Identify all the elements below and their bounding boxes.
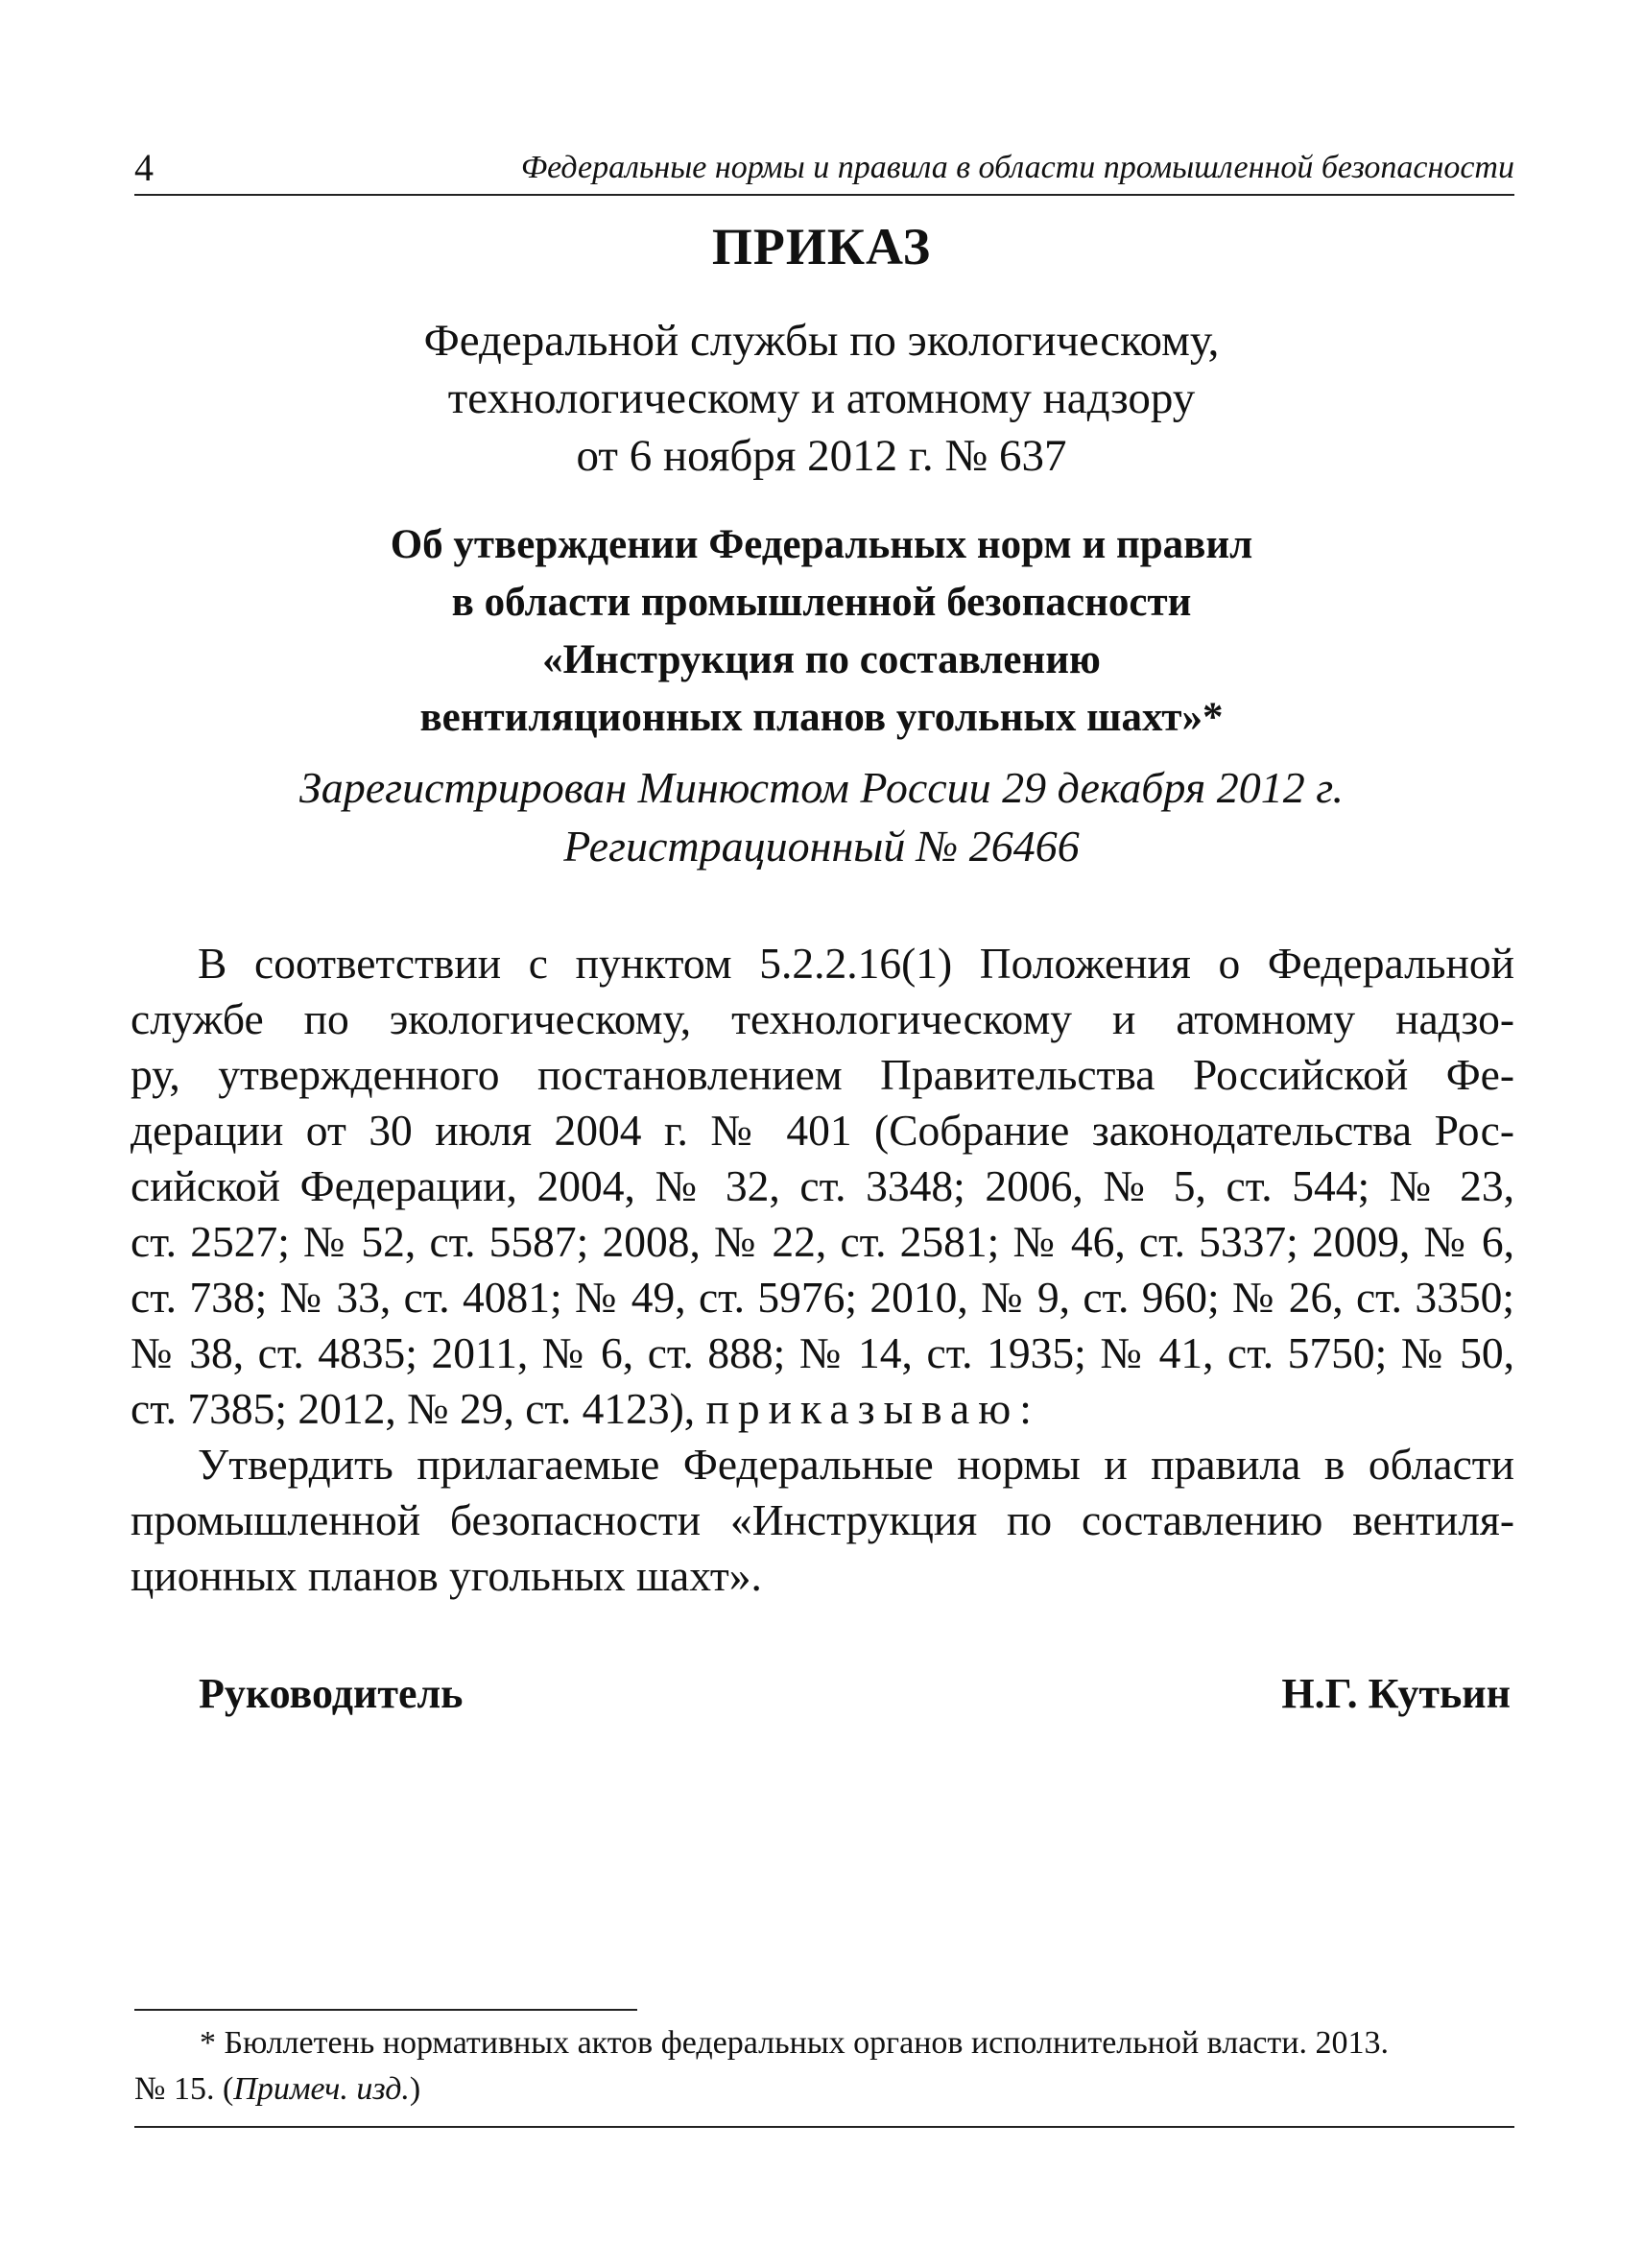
text-line-start: ст. 7385; 2012, № 29, ст. 4123), xyxy=(131,1384,696,1433)
text-line: дерации от 30 июля 2004 г. № 401 (Собрание законодательства Рос- xyxy=(131,1106,1514,1155)
text-line: В соответствии с пунктом 5.2.2.16(1) Положения о Федеральной xyxy=(198,939,1514,988)
text-line: Утвердить прилагаемые Федеральные нормы и правила в области xyxy=(198,1440,1514,1489)
subject-line: вентиляционных планов угольных шахт»* xyxy=(419,695,1224,740)
page-number: 4 xyxy=(134,146,154,189)
footnote-divider xyxy=(134,2009,637,2011)
issuer-line: технологическому и атомному надзору xyxy=(447,373,1196,423)
registration-note xyxy=(0,758,1643,875)
registration-line: Зарегистрирован Минюстом России 29 декабря 2012 г. xyxy=(298,763,1345,812)
running-header xyxy=(134,142,1514,196)
issuer-line: от 6 ноября 2012 г. № 637 xyxy=(576,431,1067,481)
footnote-text: ) xyxy=(409,2071,421,2107)
subject-line: в области промышленной безопасности xyxy=(451,580,1192,625)
text-line xyxy=(131,1381,1514,1437)
paragraph-resolution xyxy=(131,1437,1514,1604)
text-line: № 38, ст. 4835; 2011, № 6, ст. 888; № 14, ст. 1935; № 41, ст. 5750; № 50, xyxy=(131,1328,1514,1377)
body-text xyxy=(131,936,1514,1604)
issuer-block xyxy=(0,312,1643,485)
page-bottom-rule xyxy=(134,2126,1514,2128)
editor-note: Примеч. изд. xyxy=(233,2071,410,2107)
text-line: сийской Федерации, 2004, № 32, ст. 3348; 2006, № 5, ст. 544; № 23, xyxy=(131,1161,1514,1210)
text-line: промышленной безопасности «Инструкция по составлению вентиля- xyxy=(131,1495,1514,1544)
footnote-line: * Бюллетень нормативных актов федеральных органов исполнительной власти. 2013. xyxy=(200,2025,1389,2061)
subject-line: «Инструкция по составлению xyxy=(542,637,1101,682)
subject-line: Об утверждении Федеральных норм и правил xyxy=(390,522,1253,567)
registration-line: Регистрационный № 26466 xyxy=(563,822,1080,871)
signatory-position: Руководитель xyxy=(199,1670,464,1717)
order-word: приказываю: xyxy=(705,1384,1040,1433)
subject-heading xyxy=(0,516,1643,747)
running-title: Федеральные нормы и правила в области промышленной безопасности xyxy=(520,150,1514,185)
paragraph-preamble xyxy=(131,936,1514,1437)
footnote-line xyxy=(134,2066,1514,2113)
footnote-text: № 15. ( xyxy=(134,2071,234,2107)
text-line: ст. 2527; № 52, ст. 5587; 2008, № 22, ст. 2581; № 46, ст. 5337; 2009, № 6, xyxy=(131,1217,1514,1266)
text-line: ру, утвержденного постановлением Правительства Российской Фе- xyxy=(131,1050,1514,1099)
text-line: ционных планов угольных шахт». xyxy=(131,1551,762,1600)
text-line: службе по экологическому, технологическому и атомному надзо- xyxy=(131,994,1514,1043)
text-line: ст. 738; № 33, ст. 4081; № 49, ст. 5976; 2010, № 9, ст. 960; № 26, ст. 3350; xyxy=(131,1273,1514,1322)
footnote xyxy=(134,2020,1514,2113)
issuer-line: Федеральной службы по экологическому, xyxy=(423,316,1220,366)
document-title: ПРИКАЗ xyxy=(711,218,932,275)
signatory-name: Н.Г. Кутьин xyxy=(1281,1670,1511,1717)
signature-block xyxy=(199,1665,1511,1723)
